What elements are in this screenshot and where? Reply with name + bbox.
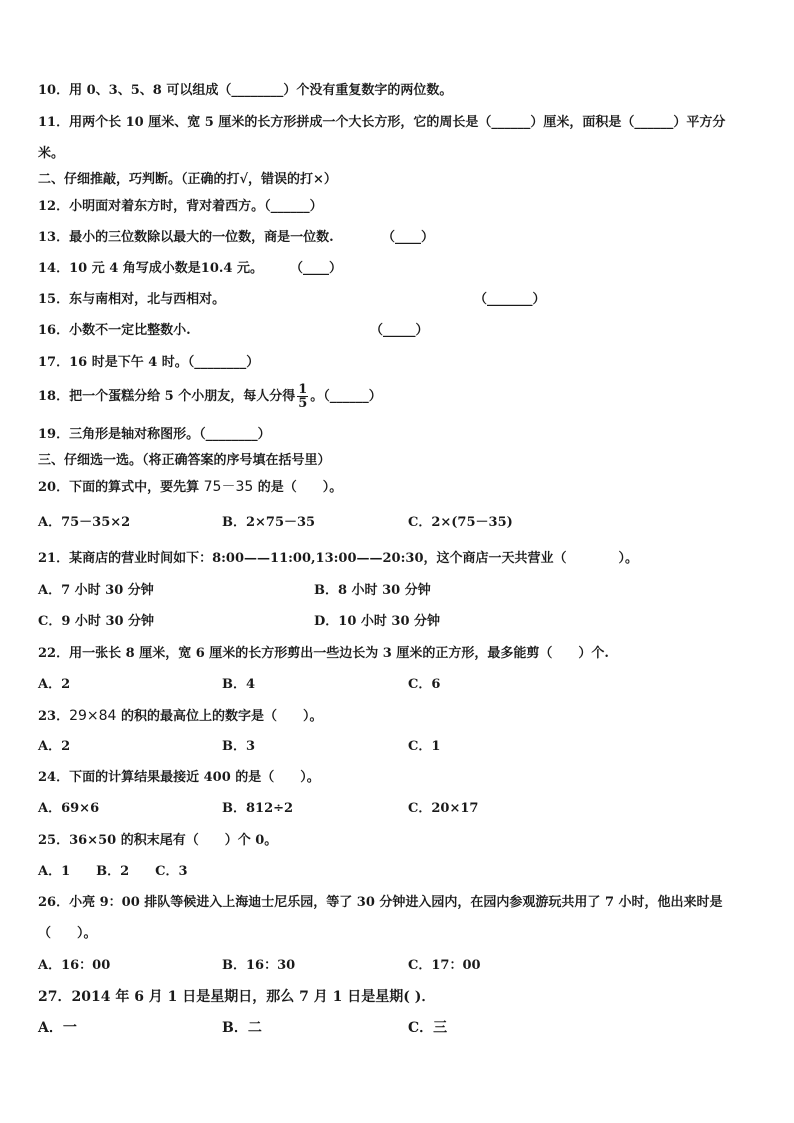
question-15: 15．东与南相对，北与西相对。 (38, 292, 226, 307)
question-24-option-b: B．812÷2 (222, 801, 294, 816)
question-23-expression: 29×84 (69, 708, 117, 724)
question-23-number: 23． (38, 709, 70, 724)
question-15-blank: （_______） (474, 292, 546, 307)
question-20-tail: 的是（ ）。 (257, 480, 343, 495)
question-20-option-c: C．2×(75－35) (408, 515, 513, 530)
question-13-blank: （____） (382, 230, 435, 245)
question-19: 19．三角形是轴对称图形。（________） (38, 427, 271, 442)
question-24: 24．下面的计算结果最接近 400 的是（ ）。 (38, 770, 320, 785)
question-27: 27．2014 年 6 月 1 日是星期日，那么 7 月 1 日是星期( )． (38, 989, 436, 1005)
question-21-option-c: C．9 小时 30 分钟 (38, 614, 155, 629)
question-27-option-c: C．三 (408, 1020, 448, 1036)
question-24-option-a: A．69×6 (38, 801, 100, 816)
question-24-option-c: C．20×17 (408, 801, 479, 816)
question-21-option-a: A．7 小时 30 分钟 (38, 583, 154, 598)
question-26-line2: （ ）。 (38, 926, 97, 941)
question-26-option-c: C．17：00 (408, 958, 481, 973)
question-20-option-a: A．75－35×2 (38, 515, 131, 530)
question-18-blank: 。（______） (310, 389, 382, 404)
question-25-options: A．1 B．2 C．3 (38, 864, 188, 879)
question-23 (38, 707, 323, 726)
question-22: 22．用一张长 8 厘米，宽 6 厘米的长方形剪出一些边长为 3 厘米的正方形，最多能剪（ ）个. (38, 646, 609, 661)
question-10: 10．用 0、3、5、8 可以组成（________）个没有重复数字的两位数。 (38, 83, 453, 98)
question-22-option-a: A．2 (38, 677, 71, 692)
question-27-option-b: B．二 (222, 1020, 262, 1036)
question-25: 25．36×50 的积末尾有（ ）个 0。 (38, 833, 278, 848)
section-3-heading: 三、仔细选一选。（将正确答案的序号填在括号里） (38, 453, 331, 468)
question-14: 14．10 元 4 角写成小数是10.4 元。 (38, 261, 263, 276)
fraction-one-fifth (297, 383, 308, 410)
question-26-option-b: B．16：30 (222, 958, 296, 973)
question-20 (38, 478, 342, 497)
question-16: 16．小数不一定比整数小. (38, 323, 191, 338)
question-18 (38, 380, 382, 414)
question-26-option-a: A．16：00 (38, 958, 111, 973)
question-22-option-b: B．4 (222, 677, 256, 692)
question-21-option-b: B．8 小时 30 分钟 (314, 583, 431, 598)
question-13: 13．最小的三位数除以最大的一位数，商是一位数. (38, 230, 334, 245)
question-20-text: 20．下面的算式中，要先算 (38, 480, 200, 495)
question-23-option-b: B．3 (222, 739, 256, 754)
section-2-heading: 二、仔细推敲，巧判断。（正确的打√，错误的打×） (38, 172, 337, 187)
question-22-option-c: C．6 (408, 677, 441, 692)
question-16-blank: （_____） (370, 323, 429, 338)
question-21: 21．某商店的营业时间如下：8:00——11:00,13:00——20:30，这个商店一天共营业（ ）。 (38, 551, 638, 566)
fraction-numerator: 1 (298, 382, 308, 397)
question-17: 17．16 时是下午 4 时。（________） (38, 355, 260, 370)
question-12: 12．小明面对着东方时，背对着西方。（______） (38, 199, 323, 214)
question-11-line2: 米。 (38, 146, 65, 161)
question-26-line1: 26．小亮 9：00 排队等候进入上海迪士尼乐园，等了 30 分钟进入园内，在园内参观游玩共用了 7 小时，他出来时是 (38, 895, 723, 910)
question-23-option-c: C．1 (408, 739, 441, 754)
question-23-option-a: A．2 (38, 739, 71, 754)
question-21-option-d: D．10 小时 30 分钟 (314, 614, 441, 629)
question-27-option-a: A．一 (38, 1020, 77, 1036)
question-20-expression: 75－35 (203, 479, 254, 495)
question-18-text: 18．把一个蛋糕分给 5 个小朋友，每人分得 (38, 389, 296, 404)
question-20-option-b: B．2×75－35 (222, 515, 316, 530)
question-11-line1: 11．用两个长 10 厘米、宽 5 厘米的长方形拼成一个大长方形，它的周长是（______）厘米，面积是（______）平方分 (38, 115, 726, 130)
fraction-denominator: 5 (298, 396, 308, 411)
question-23-text: 的积的最高位上的数字是（ ）。 (120, 709, 323, 724)
question-14-blank: （____） (290, 261, 343, 276)
